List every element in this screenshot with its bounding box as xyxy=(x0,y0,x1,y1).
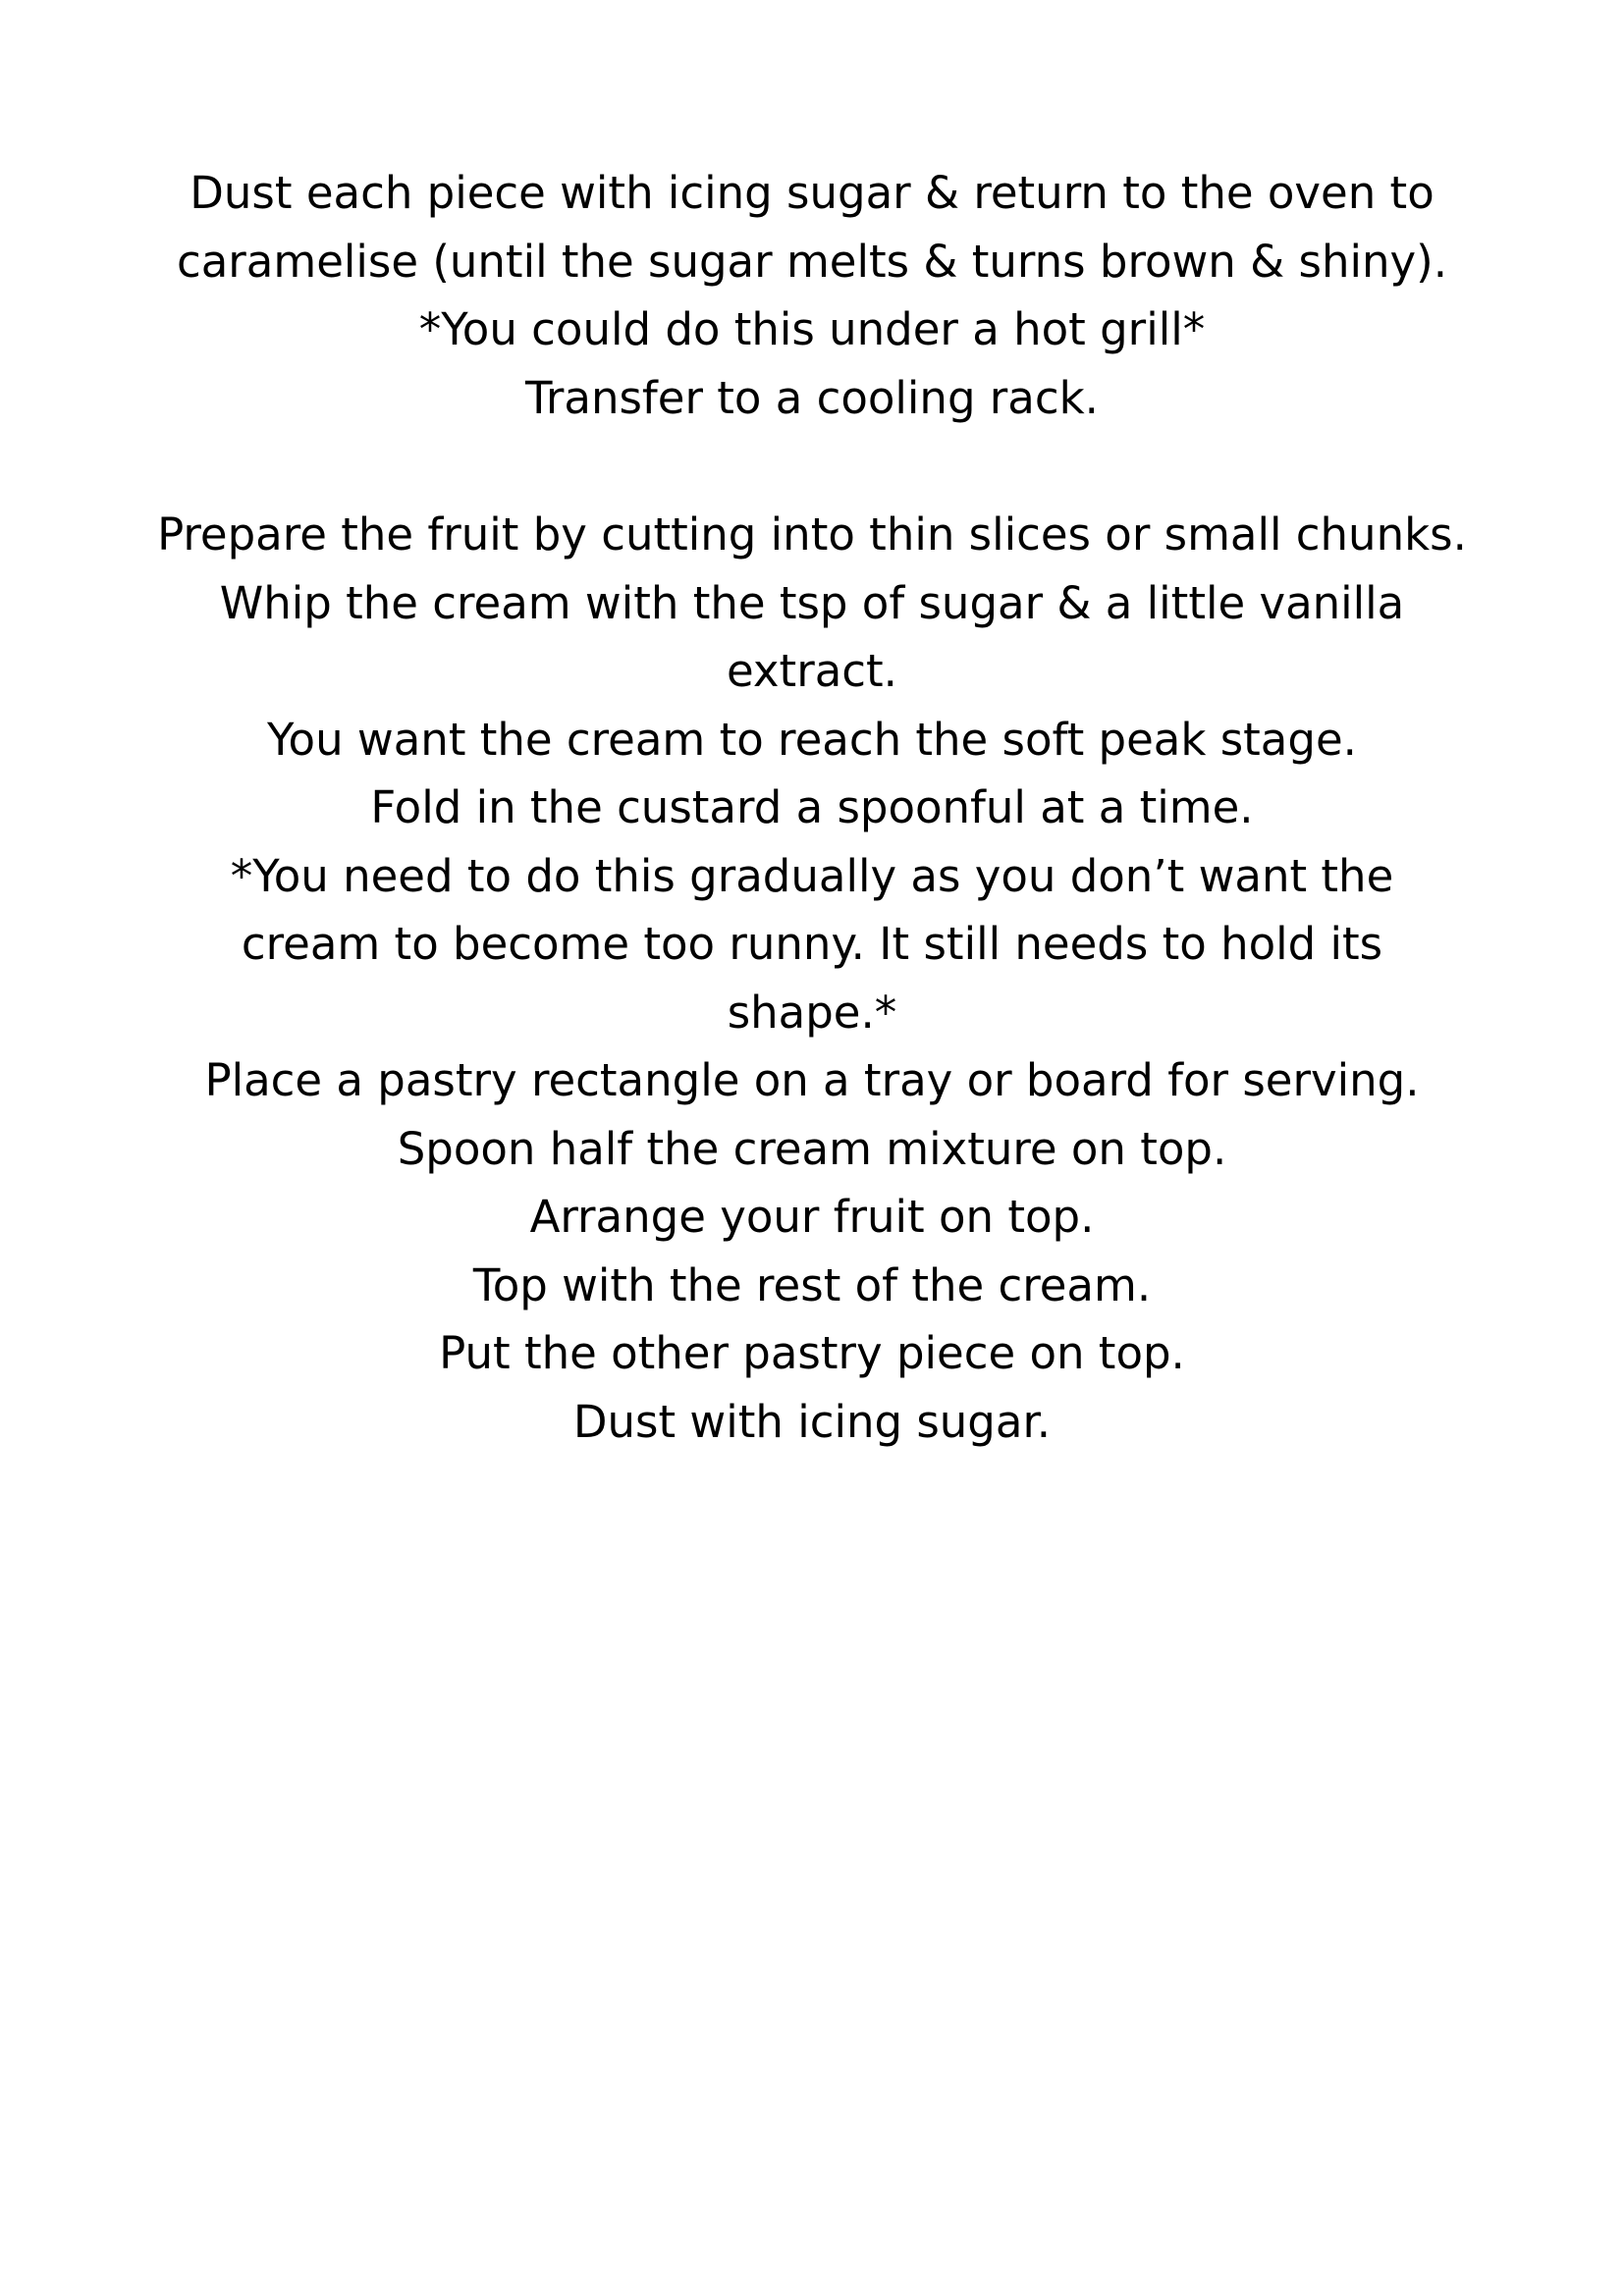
text-line: You want the cream to reach the soft peak stage. xyxy=(267,713,1357,766)
text-line: Fold in the custard a spoonful at a time. xyxy=(370,781,1254,833)
text-line: Arrange your fruit on top. xyxy=(529,1191,1095,1243)
text-line: Dust with icing sugar. xyxy=(572,1395,1052,1448)
text-line: cream to become too runny. It still needs to hold its xyxy=(241,918,1383,970)
text-line: Spoon half the cream mixture on top. xyxy=(397,1122,1227,1175)
text-line: Put the other pastry piece on top. xyxy=(439,1327,1185,1379)
text-line: Prepare the fruit by cutting into thin slices or small chunks. xyxy=(157,508,1467,561)
text-line: *You need to do this gradually as you don’t want the xyxy=(230,849,1394,902)
text-line: extract. xyxy=(727,645,897,697)
text-line: Place a pastry rectangle on a tray or board for serving. xyxy=(204,1054,1420,1106)
text-line: Top with the rest of the cream. xyxy=(472,1258,1152,1311)
paragraph-assembly xyxy=(118,501,1506,1456)
text-line: Dust each piece with icing sugar & return to the oven to xyxy=(189,167,1435,219)
text-line: Whip the cream with the tsp of sugar & a little vanilla xyxy=(219,576,1405,629)
text-line: caramelise (until the sugar melts & turns brown & shiny). xyxy=(176,235,1448,288)
text-line: *You could do this under a hot grill* xyxy=(418,303,1206,355)
paragraph-caramelise xyxy=(118,159,1506,432)
text-line: shape.* xyxy=(727,986,897,1039)
text-line: Transfer to a cooling rack. xyxy=(525,371,1099,424)
